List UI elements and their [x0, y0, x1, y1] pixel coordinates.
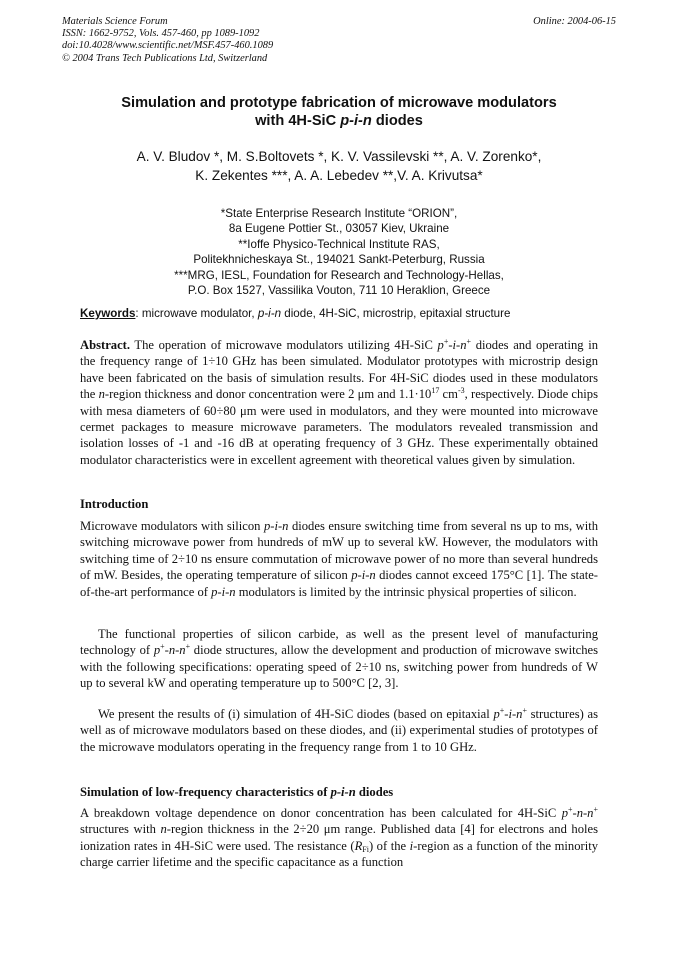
affiliation-line: Politekhnicheskaya St., 194021 Sankt-Peterburg, Russia: [193, 253, 485, 267]
affiliations: [60, 206, 618, 298]
intro-paragraph-1: [80, 518, 598, 600]
paragraph-text: The functional properties of silicon carbide, as well as the present level of manufacturing technology of: [80, 627, 598, 658]
heading-text: diodes: [355, 785, 394, 799]
title-line-2: [60, 112, 618, 130]
paragraph-text: Microwave modulators with silicon: [80, 519, 264, 533]
paragraph-text: structures) as well as of microwave modulators based on these diodes, and (ii) experimental studies of prototypes of the microwave modulators operating in the frequency range from 1 to 10 GHz.: [80, 707, 598, 754]
paragraph-text: -region thickness in the 2÷20 μm range. Published data [4] for electrons and holes ionization rates in 4H-SiC were used. The resistance (: [80, 822, 598, 853]
paragraph-text: diodes ensure switching time from several ns up to ms, with switching microwave power from hundreds of mW up to several kW. However, the modulators with switching time of 2÷10 ns ensure commutation of microwave power of no more than several hundreds of mW. Besides, the operating temperature of silicon: [80, 519, 598, 583]
journal-name: Materials Science Forum: [62, 16, 168, 27]
heading-italic: p-i-n: [330, 785, 356, 799]
abstract-sup: +: [443, 337, 449, 346]
paragraph-text: ) of the: [368, 838, 410, 853]
paragraph-text: modulators is limited by the intrinsic physical properties of silicon.: [235, 584, 577, 599]
paragraph-text: structures with: [80, 822, 161, 837]
online-date: Online: 2004-06-15: [533, 16, 616, 27]
abstract-sup: 17: [431, 386, 440, 396]
keywords-label: Keywords: [80, 307, 136, 320]
abstract-symbol: p: [437, 338, 444, 352]
title-line-1: Simulation and prototype fabrication of microwave modulators: [121, 95, 557, 111]
affiliation-line: ***MRG, IESL, Foundation for Research and Technology-Hellas,: [174, 268, 504, 282]
abstract-text: -: [448, 338, 453, 352]
paragraph-text: diode structures, allow the development and production of microwave switches with the following specifications: operating speed of 2÷10 ns, switching power from hundreds of W up to several kW and operating temperature up to 500°C [2, 3].: [80, 643, 598, 691]
intro-paragraph-3: [80, 706, 598, 755]
abstract-sup: -3: [457, 386, 465, 396]
abstract-symbol: i: [452, 338, 457, 352]
keywords-text: diode, 4H-SiC, microstrip, epitaxial structure: [281, 307, 511, 320]
paragraph-text: We present the results of (i) simulation of 4H-SiC diodes (based on epitaxial: [98, 707, 494, 721]
paragraph-italic: n: [160, 822, 167, 837]
paragraph-text: -region as a function of the minority charge carrier lifetime and the specific capacitance as a function: [80, 838, 598, 870]
simulation-paragraph: [80, 805, 598, 871]
paragraph-sup: +: [499, 706, 505, 715]
paragraph-italic: p-i-n: [263, 519, 289, 533]
paragraph-italic: p: [493, 707, 500, 721]
abstract-label: Abstract.: [80, 338, 131, 352]
paragraph-italic: p: [561, 806, 568, 820]
paragraph-text: diodes cannot exceed 175°C [1]. The state-of-the-art performance of: [80, 568, 598, 599]
affiliation-line: **Ioffe Physico-Technical Institute RAS,: [238, 237, 440, 251]
paragraph-italic: -i-n: [504, 707, 523, 721]
paragraph-italic: p: [153, 643, 161, 658]
affiliation-line: P.O. Box 1527, Vassilika Vouton, 711 10 Heraklion, Greece: [187, 284, 491, 298]
section-heading-simulation: [80, 784, 598, 800]
abstract-text: cm: [439, 387, 458, 402]
abstract-text: diodes and operating in the frequency range of 1÷10 GHz has been simulated. Modulator prototypes with microstrip design have been fabricated on the basis of simulation results. For 4H-SiC diodes used in these modulators the: [80, 338, 598, 402]
paragraph-sup: +: [593, 805, 598, 814]
doi-line: doi:10.4028/www.scientific.net/MSF.457-460.1089: [62, 40, 274, 52]
issn-line: ISSN: 1662-9752, Vols. 457-460, pp 1089-1092: [62, 28, 260, 40]
author-list: [60, 148, 618, 185]
paragraph-sup: +: [567, 805, 573, 814]
paragraph-italic: p-i-n: [211, 584, 236, 599]
paragraph-italic: -n-n: [164, 643, 186, 658]
heading-text: Simulation of low-frequency characteristics of: [80, 785, 331, 799]
title-pin: p-i-n: [340, 113, 372, 129]
paragraph-sup: +: [160, 642, 165, 652]
keywords: [80, 307, 618, 321]
page-header: [62, 16, 616, 65]
title-text: diodes: [371, 113, 423, 129]
authors-line-2: K. Zekentes ***, A. A. Lebedev **,V. A. Krivutsa*: [195, 167, 483, 183]
paragraph-sup: +: [185, 642, 191, 652]
paragraph-sub: Fi: [362, 844, 369, 854]
paragraph-italic: p-i-n: [351, 568, 376, 583]
affiliation-line: *State Enterprise Research Institute “ORION”,: [220, 207, 458, 220]
section-heading-introduction: Introduction: [80, 497, 149, 511]
paper-title: [60, 94, 618, 130]
abstract-sup: +: [466, 337, 472, 346]
abstract-text: , respectively. Diode chips with mesa diameters of 60÷80 μm were used in modulators, and they were mounted into microwave cermet packages to measure microwave parameters. The modulators revealed transmission and isolation losses of -1 and -16 dB at operating frequency of 3 GHz. These experimentally obtained modulator characteristics were in excellent agreement with theoretical values given by simulation.: [80, 387, 598, 467]
paragraph-italic: i: [409, 838, 414, 853]
copyright-line: © 2004 Trans Tech Publications Ltd, Switzerland: [62, 52, 268, 64]
paragraph-text: A breakdown voltage dependence on donor concentration has been calculated for 4H-SiC: [80, 806, 562, 820]
abstract: [80, 337, 598, 468]
title-text: with 4H-SiC: [255, 113, 341, 129]
abstract-text: The operation of microwave modulators utilizing 4H-SiC: [130, 338, 438, 352]
affiliation-line: 8a Eugene Pottier St., 03057 Kiev, Ukraine: [228, 222, 450, 236]
abstract-symbol: n: [98, 387, 105, 402]
abstract-text: -: [456, 338, 461, 352]
keywords-text: : microwave modulator,: [135, 307, 258, 320]
intro-paragraph-2: [80, 626, 598, 692]
paragraph-italic: -n-n: [572, 806, 594, 820]
abstract-symbol: n: [460, 338, 467, 352]
authors-line-1: A. V. Bludov *, M. S.Boltovets *, K. V. Vassilevski **, A. V. Zorenko*,: [136, 149, 542, 164]
abstract-text: -region thickness and donor concentration were 2 μm and 1.1·10: [104, 387, 432, 402]
paragraph-italic: R: [354, 838, 363, 853]
paragraph-sup: +: [522, 706, 527, 715]
keywords-pin: p-i-n: [257, 307, 282, 320]
